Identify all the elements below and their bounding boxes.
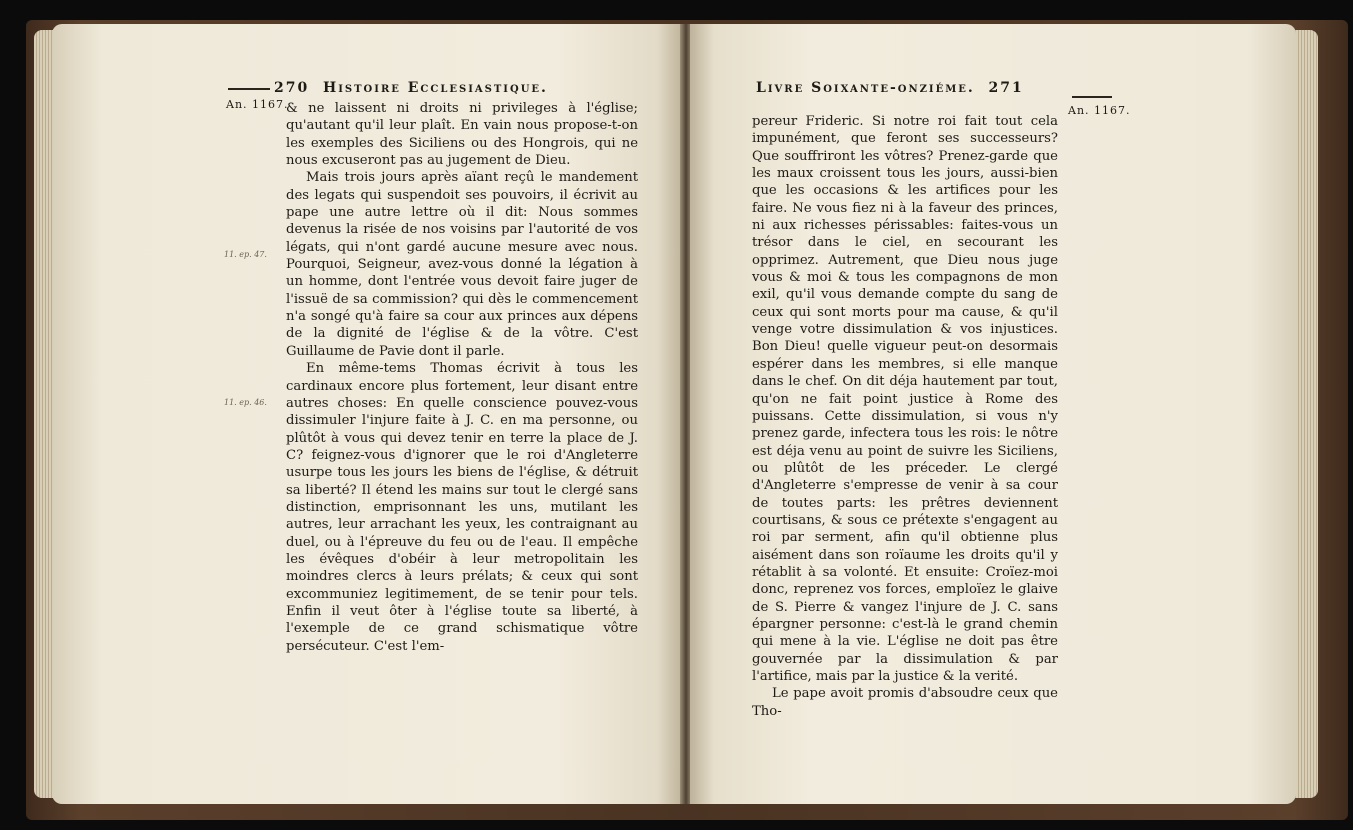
margin-year: An. 1167. [226,98,289,111]
paragraph: pereur Frideric. Si notre roi fait tout cela impunément, que feront ses successeurs? Que souffriront les vôtres? Prenez-garde que les maux croissent tous les jours, aussi-bien que les occasions & les artifices pour les faire. Ne vous fiez ni à la faveur des princes, ni aux richesses périssables: faites-vous un trésor dans le ciel, en secourant les opprimez. Autrement, que Dieu nous juge vous & moi & tous les compagnons de mon exil, qu'il vous demande compte du sang de ceux qui sont morts pour ma cause, & qu'il venge votre dissimulation & vos injustices. Bon Dieu! quelle vigueur peut-on desormais espérer dans les membres, si elle manque dans le chef. On dit déja hautement par tout, qu'on ne fait point justice à Rome des puissans. Cette dissimulation, si vous n'y prenez garde, infectera tous les rois: le nôtre est déja venu au point de suivre les Siciliens, ou plûtôt de les préceder. Le clergé d'Angleterre s'empresse de venir à sa cour de toutes parts: les prêtres deviennent courtisans, & sous ce prétexte s'engagent au roi par serment, afin qu'il obtienne plus aisément dans son roïaume les droits qu'il y rétablit à sa volonté. Et ensuite: Croïez-moi donc, reprenez vos forces, emploïez le glaive de S. Pierre & vangez l'injure de J. C. sans épargner personne: c'est-là le grand chemin qui mene à la vie. L'église ne doit pas être gouvernée par la dissimulation & par l'artifice, mais par la justice & la verité. [752,114,1058,684]
running-head-title: Livre Soixante-onziéme. [756,80,975,96]
paragraph: En même-tems Thomas écrivit à tous les cardinaux encore plus fortement, leur disant entre autres choses: En quelle conscience pouvez-vous dissimuler l'injure faite à J. C. en ma personne, ou plûtôt à vous qui devez tenir en terre la place de J. C? feignez-vous d'ignorer que le roi d'Angleterre usurpe tous les jours les biens de l'église, & détruit sa liberté? Il étend les mains sur tout le clergé sans distinction, emprisonnant les uns, mutilant les autres, leur arrachant les yeux, les contraignant au duel, ou à l'épreuve du feu ou de l'eau. Il empêche les évêques d'obéir à leur metropolitain les moindres clercs à leurs prélats; & ceux qui sont excommuniez legitimement, de se tenir pour tels. Enfin il veut ôter à l'église toute sa liberté, à l'exemple de ce grand schismatique vôtre persécuteur. C'est l'em- [286,361,638,654]
right-body-text [752,113,1058,720]
running-head [756,80,1024,96]
margin-year: An. 1167. [1068,104,1131,117]
paragraph: Mais trois jours après aïant reçû le mandement des legats qui suspendoit ses pouvoirs, il écrivit au pape une autre lettre où il dit: Nous sommes devenus la risée de nos voisins par l'autorité de vos légats, qui n'ont gardé aucune mesure avec nous. Pourquoi, Seigneur, avez-vous donné la légation à un homme, dont l'entrée vous devoit faire juger de l'issuë de sa commission? qui dès le commencement n'a songé qu'à faire sa cour aux princes aux dépens de la dignité de l'église & de la vôtre. C'est Guillaume de Pavie dont il parle. [286,170,638,359]
margin-rule [228,88,270,90]
running-head [274,80,548,96]
right-page [690,24,1296,804]
margin-note: 11. ep. 47. [224,250,267,259]
left-page [52,24,682,804]
page-number: 271 [988,80,1024,96]
paragraph: Le pape avoit promis d'absoudre ceux que Tho- [752,686,1058,719]
margin-note: 11. ep. 46. [224,398,267,407]
left-body-text [286,100,638,655]
page-number: 270 [274,80,310,96]
margin-rule [1072,96,1112,98]
paragraph: & ne laissent ni droits ni privileges à l'église; qu'autant qu'il leur plaît. En vain nous propose-t-on les exemples des Siciliens ou des Hongrois, qui ne nous excuseront pas au jugement de Dieu. [286,101,638,169]
running-head-title: Histoire Ecclesiastique. [322,80,548,96]
